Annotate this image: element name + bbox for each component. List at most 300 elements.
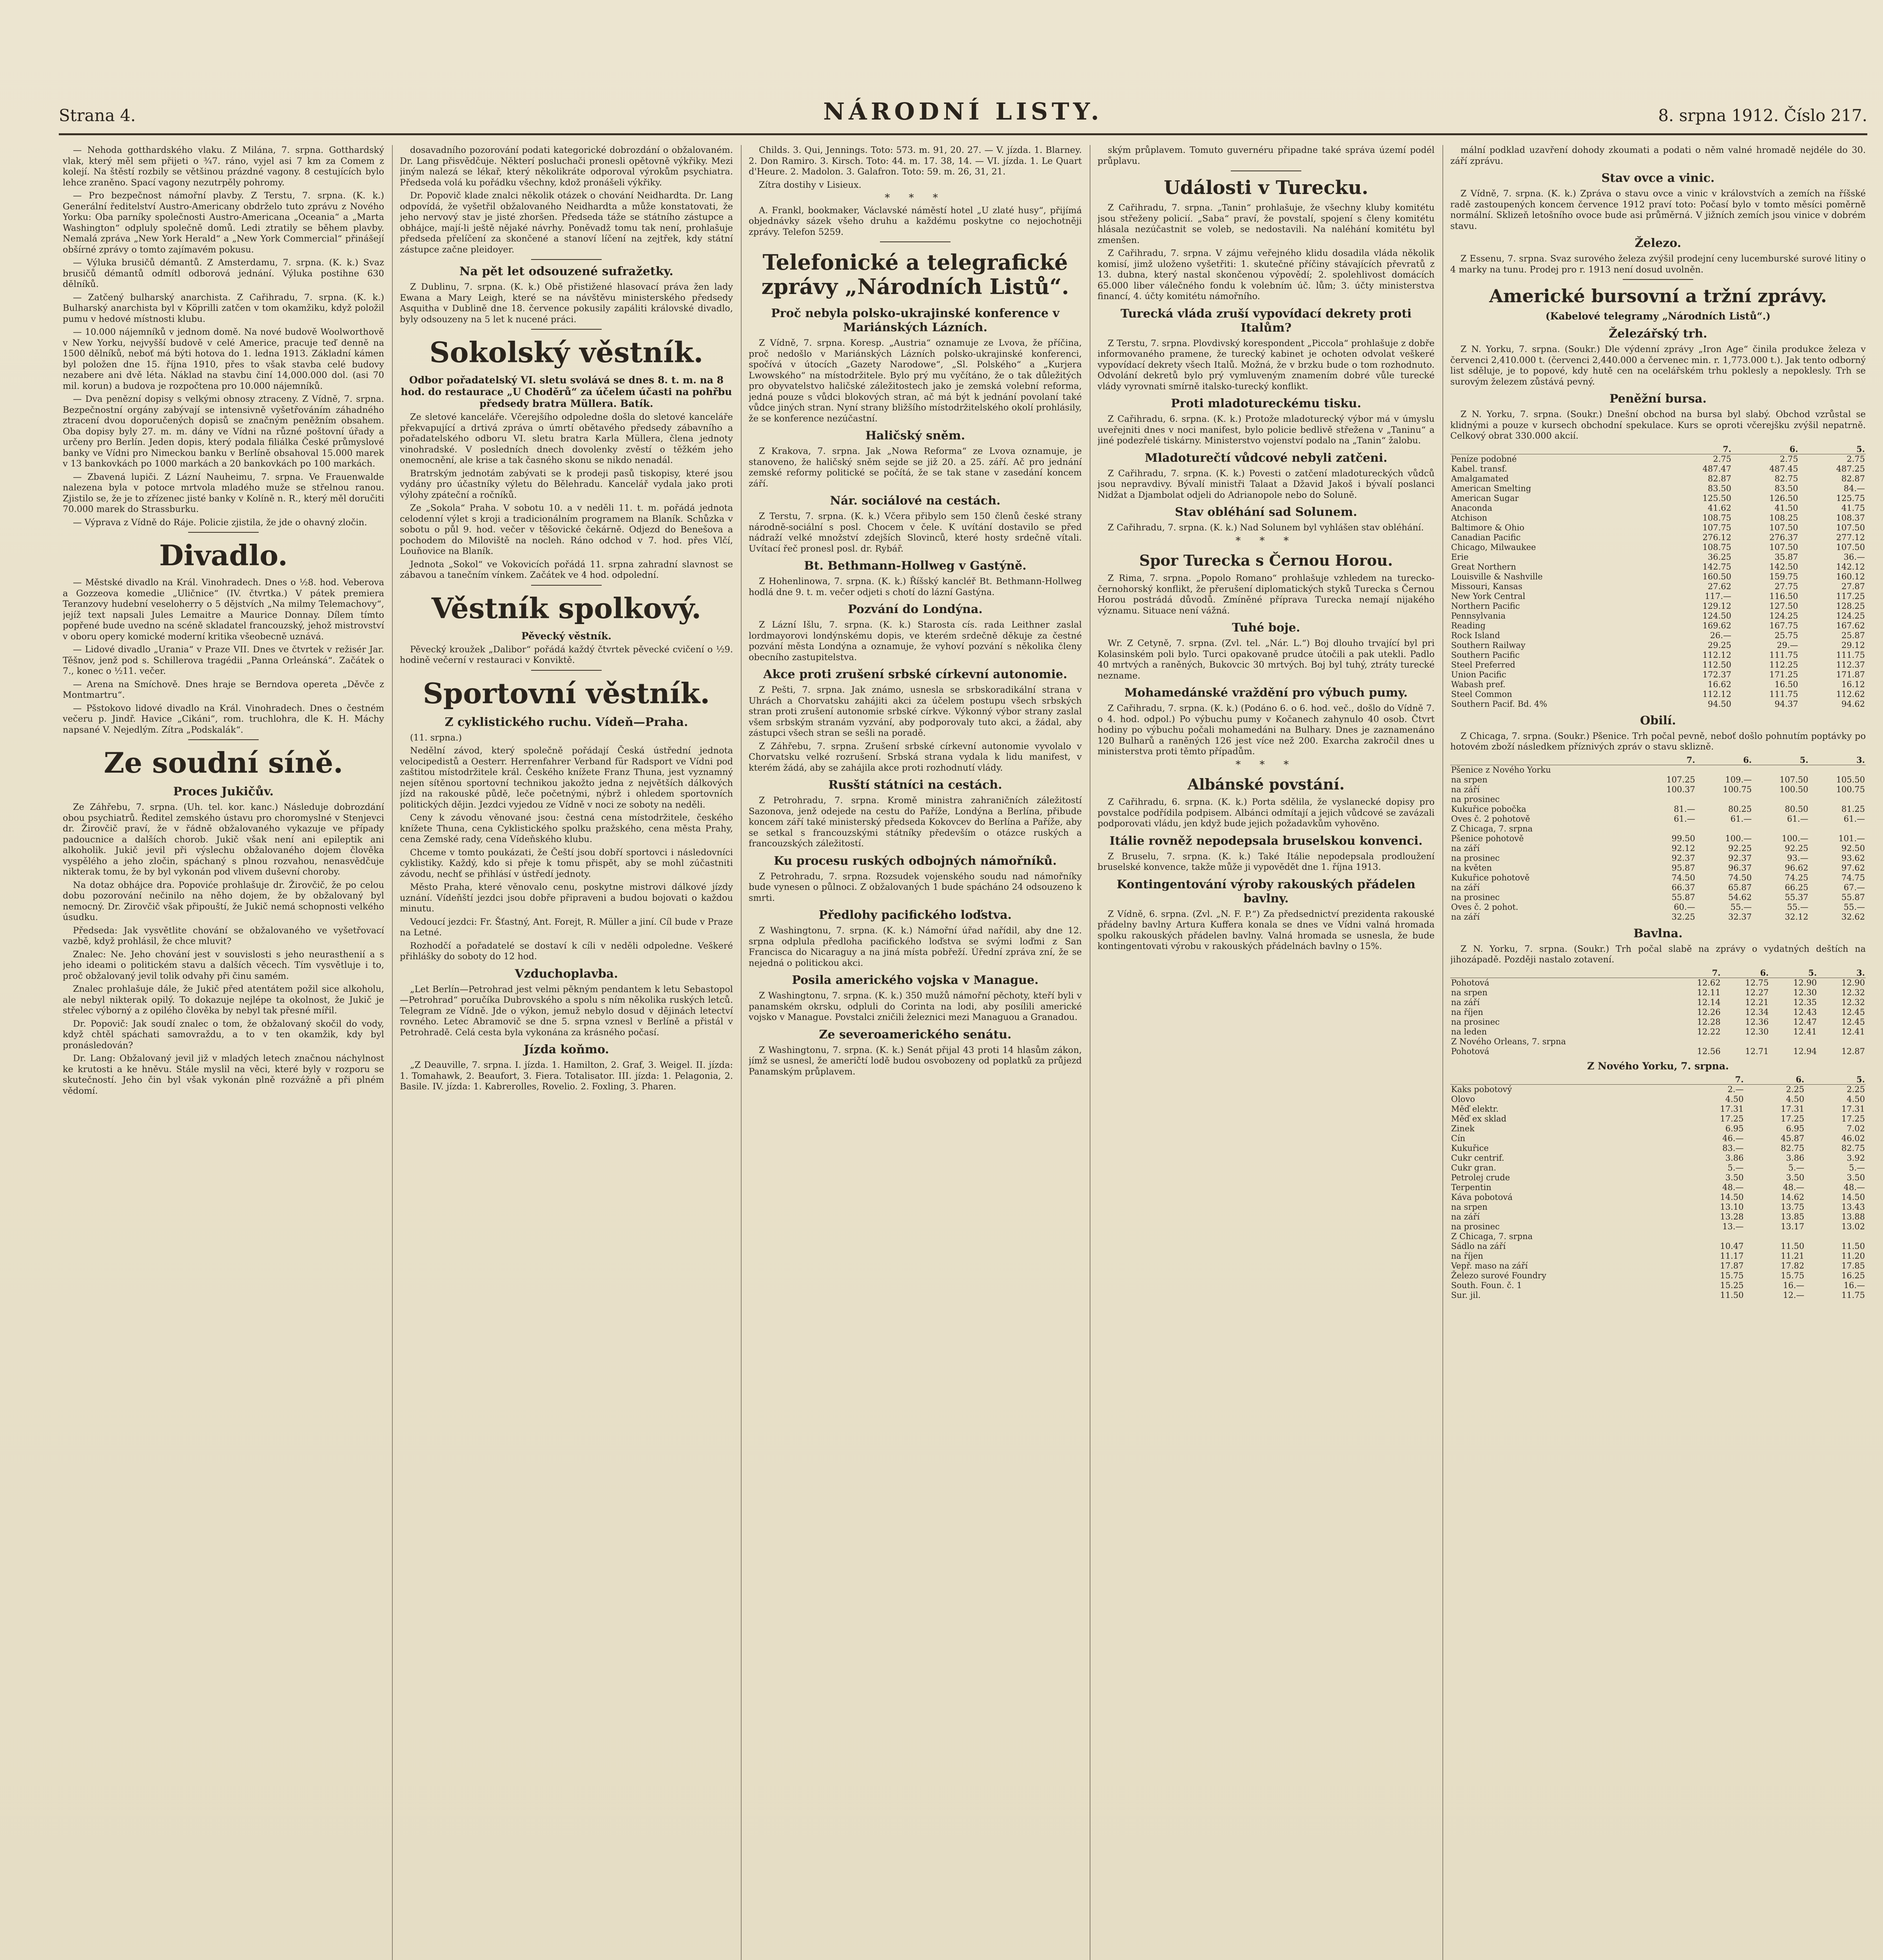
headline: Stav obléhání sad Solunem.	[1175, 505, 1357, 519]
news-paragraph: Z Vídně, 7. srpna. Koresp. „Austria“ oznamuje ze Lvova, že příčina, proč nedošlo v Mariánských Lázních polsko-ukrajinské konferenci, spočívá v útocích „Gazety Narodowe“, „Sl. Polského“ a „Kurjera Lwowského“ na místodržitele. Bylo prý mu vyčítáno, že o tak důležitých pro obyvatelstvo haličské záležitostech jako je zemská volební reforma, jedná pouze s vůdci blokových stran, ač má být k jednání povolaní také vůdce jiných stran. Nyní strany bližšího místodržitelského okolí prohlásily, že se konference nezúčastní.	[749, 338, 1082, 424]
table-cell: 29.—	[1777, 640, 1798, 650]
table-cell: na prosinec	[1451, 794, 1500, 804]
table-cell: 17.25	[1781, 1114, 1805, 1123]
news-paragraph: Z Krakova, 7. srpna. Jak „Nowa Reforma“ ze Lvova oznamuje, je stanoveno, že haličský sněm sejde se již 20. a 25. září. Ač pro jednání zemské reformy politické se počítá, že se tak stane v zasedání koncem září.	[749, 446, 1082, 489]
news-paragraph: Z Dublinu, 7. srpna. (K. k.) Obě přistižené hlasovací práva žen lady Ewana a Mary Leigh, které se na návštěvu ministerského předsedy Asquitha v Dublině dne 18. července pokusily zapáliti královské divadlo, byly odsouzeny na 5 let k nucené práci.	[400, 282, 733, 325]
table-cell: 14.50	[1841, 1192, 1865, 1202]
table-row	[1450, 552, 1866, 562]
table-cell: 96.62	[1785, 863, 1809, 873]
news-paragraph: Z N. Yorku, 7. srpna. (Soukr.) Trh počal slabě na zprávy o vydatných deštích na jihozápadě. Později nastalo zotavení.	[1450, 944, 1866, 965]
table-row	[1450, 824, 1866, 834]
table-cell: 12.30	[1745, 1027, 1769, 1036]
news-paragraph: Z Cařihradu, 7. srpna. „Tanin“ prohlašuje, že všechny kluby komitétu jsou střeženy policií. „Saba“ praví, že povstalí, spojení s členy komitétu hlásala nezúčastnit se voleb, se nedostavili. Na naléhání komitétu byl zmenšen.	[1098, 203, 1435, 245]
theatre-paragraph: — Městské divadlo na Král. Vinohradech. Dnes o ½8. hod. Veberova a Gozzeova komedie „Uličnice“ (IV. čtvrtka.) V pátek premiera Teranzovy hudební veseloherry o 5 dějstvích „Na milmy Telemachovy“, jejíž text napsali Jules Lemaitre a Maurice Donnay. Dílem tímto popřené bude uvedno na scéně skladatel francouzský, jehož mistrovství v oboru opery komické moderní kritika všeobecně uznává.	[63, 577, 384, 642]
news-paragraph: Z Rima, 7. srpna. „Popolo Romano“ prohlašuje vzhledem na turecko-černohorský konflikt, že přerušení diplomatických styků Turecka s Černou Horou postrádá důvodů. Zmíněné příprava Turecka nemají nijakého významu. Situace není vážná.	[1098, 573, 1435, 616]
court-paragraph: Znalec: Ne. Jeho chování jest v souvislosti s jeho neurasthenií a s jeho ideami o politickém stavu a dalších věcech. Tím vysvětluje i to, proč obžalovaný jevil tolik odvahy při činu samém.	[63, 949, 384, 981]
table-cell: 3.50	[1786, 1172, 1805, 1182]
section-divider	[531, 670, 602, 671]
table-row	[1450, 1027, 1866, 1037]
table-cell: na prosinec	[1451, 853, 1500, 863]
table-cell: 13.28	[1720, 1212, 1744, 1221]
stock-table	[1450, 444, 1866, 709]
table-cell: 45.87	[1781, 1133, 1805, 1143]
news-paragraph: mální podklad uzavření dohody zkoumati a podati o něm valné hromadě nejdéle do 30. září zprávu.	[1450, 145, 1866, 166]
table-cell: 92.25	[1785, 843, 1809, 853]
table-cell: 112.12	[1702, 650, 1731, 660]
table-cell: 83.—	[1722, 1143, 1744, 1153]
table-cell: na září	[1451, 912, 1480, 922]
table-cell: 61.—	[1730, 814, 1752, 824]
table-cell: 12.62	[1697, 978, 1721, 987]
table-row	[1450, 523, 1866, 533]
table-cell: 2.75	[1713, 454, 1731, 464]
ornament: * * *	[1235, 535, 1297, 547]
table-cell: 108.75	[1702, 542, 1731, 552]
table-cell	[1684, 1232, 1745, 1241]
table-cell: 12.32	[1841, 997, 1865, 1007]
table-row	[1450, 1222, 1866, 1232]
table-cell: na květen	[1451, 863, 1492, 873]
table-row	[1450, 775, 1866, 785]
table-cell: American Sugar	[1451, 493, 1519, 503]
news-paragraph: Ceny k závodu věnované jsou: čestná cena místodržitele, českého knížete Thuna, cena Cyklistického spolku pražského, cena města Prahy, cena Zemské rady, cena Vídeňského klubu.	[400, 813, 733, 844]
table-cell: 92.50	[1841, 843, 1865, 853]
table-row	[1450, 785, 1866, 795]
table-cell	[1639, 824, 1696, 834]
table-cell: 65.87	[1728, 882, 1752, 892]
table-cell: 3.92	[1847, 1153, 1865, 1163]
news-paragraph: dosavadního pozorování podati kategorické dobrozdání o obžalovaném. Dr. Lang přisvědčuje. Některí posluchači pronesli opětovně výkřiky. Mezi jiným nalezá se lékař, který několikráte odporoval výrokům psychiatra. Předseda volá ku pořádku všechny, kdož pronášeli výkřiky.	[400, 145, 733, 188]
column-rule	[1442, 145, 1443, 1960]
table-cell: 124.25	[1769, 611, 1798, 621]
table-cell: 12.47	[1793, 1017, 1817, 1027]
table-cell: 111.75	[1769, 689, 1798, 699]
table-cell: 4.50	[1847, 1094, 1865, 1104]
table-header-cell: 7.	[1639, 755, 1696, 765]
table-cell: 12.90	[1793, 978, 1817, 987]
table-row	[1450, 641, 1866, 650]
table-cell: Z Chicaga, 7. srpna	[1451, 1231, 1533, 1241]
table-header-cell: 3.	[1809, 755, 1866, 765]
table-row	[1450, 601, 1866, 611]
table-cell: 111.75	[1769, 650, 1798, 660]
table-cell: 80.25	[1728, 804, 1752, 814]
table-cell: na říjen	[1451, 1007, 1483, 1017]
table-row	[1450, 1124, 1866, 1134]
news-paragraph: Vedoucí jezdci: Fr. Šťastný, Ant. Forejt, R. Müller a jiní. Cíl bude v Praze na Letné.	[400, 916, 733, 938]
table-cell: 12.26	[1697, 1007, 1721, 1017]
table-cell: 80.50	[1785, 804, 1809, 814]
table-cell: 93.62	[1841, 853, 1865, 863]
commodity-table	[1450, 1074, 1866, 1300]
table-header-cell	[1450, 968, 1673, 978]
table-row	[1450, 1251, 1866, 1261]
section-subtitle: Z cyklistického ruchu. Vídeň—Praha.	[444, 715, 688, 729]
table-cell: 55.87	[1671, 892, 1695, 902]
table-cell: na srpen	[1451, 987, 1488, 997]
headline: Obilí.	[1640, 713, 1676, 728]
table-cell: 36.—	[1843, 552, 1865, 562]
table-cell: Pšenice pohotově	[1451, 833, 1524, 843]
table-cell: 14.62	[1781, 1192, 1805, 1202]
table-cell	[1809, 765, 1866, 775]
court-paragraph: Ze Záhřebu, 7. srpna. (Uh. tel. kor. kanc.) Následuje dobrozdání obou psychiatrů. Ředitel zemského ústavu pro choromyslné v Stenjevci dr. Žirovčič praví, že v řádně obžalovaného vykazuje ve případy padoucnice a dalších chorob. Jukič však není ani epileptik ani alkoholik. Jukič jevil při výslechu obžalovaného dojem člověka vyspělého a jeho zločin, spáchaný s plnou rozvahou, nenasvědčuje nikterak tomu, že by byl vykonán pod vlivem duševní choroby.	[63, 802, 384, 877]
table-cell: 171.87	[1836, 670, 1865, 679]
news-paragraph: Z N. Yorku, 7. srpna. (Soukr.) Dnešní obchod na bursa byl slabý. Obchod vzrůstal se klidnými a pouze v kursech obchodní spekulace. Kurs se oproti včerejšku zvýšil nepatrně. Celkový obrat 330.000 akcií.	[1450, 409, 1866, 441]
table-row	[1450, 513, 1866, 523]
table-cell: Oves č. 2 pohotově	[1451, 814, 1530, 824]
table-row	[1450, 863, 1866, 873]
table-cell: 66.25	[1785, 882, 1809, 892]
table-cell: 12.56	[1697, 1046, 1721, 1056]
table-cell	[1752, 824, 1809, 834]
table-cell	[1805, 1232, 1866, 1241]
table-cell: 17.87	[1720, 1261, 1744, 1270]
table-cell: 167.75	[1769, 621, 1798, 630]
masthead-title: NÁRODNÍ LISTY.	[823, 98, 1103, 125]
table-cell: Steel Common	[1451, 689, 1512, 699]
table-cell: 12.11	[1697, 987, 1721, 997]
table-cell: na srpen	[1451, 1202, 1488, 1212]
table-cell: 17.85	[1841, 1261, 1865, 1270]
table-cell: 17.25	[1841, 1114, 1865, 1123]
theatre-paragraph: — Arena na Smíchově. Dnes hraje se Berndova opereta „Děvče z Montmartru“.	[63, 679, 384, 700]
table-cell: 11.20	[1841, 1251, 1865, 1261]
table-cell: 29.25	[1707, 640, 1731, 650]
table-cell	[1752, 765, 1809, 775]
table-row	[1450, 1241, 1866, 1251]
news-paragraph: Z Washingtonu, 7. srpna. (K. k.) 350 mužů námořní pěchoty, kteří byli v panamském okrsku, odpluli do Corinta na lodi, aby posílili americké vojsko v Manague. Povstalci zničili železnici mezi Managuou a Granadou.	[749, 991, 1082, 1022]
news-paragraph: Z Washingtonu, 7. srpna. (K. k.) Námořní úřad nařídil, aby dne 12. srpna odplula předloha pacifického loďstva se svými loďmi z San Francisca do Nicaraguy a na jiná místa pobřeží. Úřední zpráva zní, že se nejedná o politickou akci.	[749, 926, 1082, 968]
table-cell: Reading	[1451, 621, 1486, 630]
table-row	[1450, 795, 1866, 804]
table-row	[1450, 1047, 1866, 1056]
court-paragraph: Na dotaz obhájce dra. Popoviće prohlašuje dr. Žirovčič, že po celou dobu pozorování nečinilo na něho dojem, že by obžalovaný byl nemocný. Dr. Zirovčič však připouští, že Jukič nemá schopnosti velkého úsudku.	[63, 880, 384, 922]
news-paragraph: — 10.000 nájemníků v jednom domě. Na nové budově Woolworthově v New Yorku, nejvyšší budově v celé Americe, pracuje teď denně na 1500 dělníků, neboť má býti hotova do 1. ledna 1913. Základní kámen byl položen dne 15. října 1910, přes to však stavba celé budovy nezabere ani dvě léta. Náklad na stavbu činí 14,000.000 dol. (asi 70 mil. korun) a budova je rozpočtena pro 10.000 nájemníků.	[63, 327, 384, 391]
table-cell: 12.21	[1745, 997, 1769, 1007]
table-cell: 107.25	[1666, 775, 1695, 784]
table-header-cell	[1450, 444, 1665, 454]
table-row	[1450, 1143, 1866, 1153]
table-header-row	[1450, 444, 1866, 454]
table-cell: 16.—	[1843, 1280, 1865, 1290]
news-paragraph: Z Chicaga, 7. srpna. (Soukr.) Pšenice. Trh počal pevně, neboť došlo pohnutím poptávky po hotovém zboží následkem příznivých zpráv o stavu sklizně.	[1450, 731, 1866, 752]
table-cell: na říjen	[1451, 1251, 1483, 1261]
news-paragraph: Z Petrohradu, 7. srpna. Kromě ministra zahraničních záležitostí Sazonova, jenž odejede na cestu do Paříže, Londýna a Berlína, přibude koncem září také ministerský předseda Kokovcev do Berlína a Paříže, aby se setkal s francouzskými státníky především o otázce ruských a francouzských záležitostí.	[749, 795, 1082, 849]
table-cell: na srpen	[1451, 775, 1488, 784]
table-cell: 125.50	[1702, 493, 1731, 503]
table-row	[1450, 670, 1866, 680]
table-cell: 67.—	[1843, 882, 1865, 892]
column-1	[63, 145, 384, 1960]
table-cell: Sádlo na září	[1451, 1241, 1506, 1251]
table-cell: Pohotová	[1451, 1046, 1489, 1056]
table-row	[1450, 699, 1866, 709]
table-row	[1450, 572, 1866, 582]
table-cell: Wabash pref.	[1451, 679, 1506, 689]
table-cell	[1769, 1037, 1818, 1047]
table-cell: 100.75	[1723, 784, 1752, 794]
headline: Proti mladotureckému tisku.	[1171, 397, 1361, 410]
table-row	[1450, 853, 1866, 863]
table-cell: 112.62	[1836, 689, 1865, 699]
table-row	[1450, 533, 1866, 543]
news-paragraph: Z Lázní Išlu, 7. srpna. (K. k.) Starosta cís. rada Leithner zaslal lordmayorovi londýnskému dopis, ve kterém srdečně děkuje za čestné pozvání města Londýna a oznamuje, že vyhoví pozvání s několika členy obecního zastupitelstva.	[749, 620, 1082, 662]
section-subtitle: Proces Jukičův.	[173, 785, 274, 799]
table-cell: 25.87	[1841, 630, 1865, 640]
table-cell: 48.—	[1783, 1182, 1805, 1192]
section-subtitle: (Kabelové telegramy „Národních Listů“.)	[1545, 310, 1771, 322]
table-cell: 26.—	[1710, 630, 1731, 640]
table-cell	[1696, 824, 1752, 834]
news-paragraph: Z Cařihradu, 7. srpna. (K. k.) Povesti o zatčení mladotureckých vůdců jsou nepravdivy. Bývalí ministři Talaat a Džavid Jakoš i bývalí poslanci Nidžat a Djambolat odjeli do Adrianopole nebo do Soluně.	[1098, 468, 1435, 500]
table-cell: 107.50	[1780, 775, 1809, 784]
headline: Nár. sociálové na cestách.	[830, 494, 1001, 508]
headline: Z Nového Yorku, 7. srpna.	[1587, 1060, 1729, 1072]
table-cell: 107.50	[1769, 542, 1798, 552]
table-cell: 2.75	[1780, 454, 1798, 464]
table-header-row	[1450, 755, 1866, 765]
news-paragraph: — Zatčený bulharský anarchista. Z Cařihradu, 7. srpna. (K. k.) Bulharský anarchista byl v Köprilli zatčen v tom okamžiku, když položil pumu v hedové místnosti klubu.	[63, 292, 384, 324]
court-paragraph: Znalec prohlašuje dále, že Jukič před atentátem požil sice alkoholu, ale nebyl nikterak opilý. To dokazuje nejlépe ta okolnost, že Jukič je střelec výborný a z opilého člověka by nebyl tak přesné mířil.	[63, 984, 384, 1016]
table-cell: Louisville & Nashville	[1451, 572, 1543, 581]
table-cell: 15.75	[1781, 1270, 1805, 1280]
table-cell: 4.50	[1786, 1094, 1805, 1104]
table-cell: Kukuřice	[1451, 1143, 1489, 1153]
table-cell: 92.37	[1671, 853, 1695, 863]
headline: Peněžní bursa.	[1609, 392, 1707, 406]
table-cell: Cín	[1451, 1133, 1466, 1143]
table-header-cell: 5.	[1769, 968, 1818, 978]
table-cell: 108.75	[1702, 513, 1731, 523]
news-paragraph: Z Essenu, 7. srpna. Svaz surového železa zvýšil prodejní ceny lucemburské surové litiny o 4 marky na tunu. Prodej pro r. 1913 není dosud uvolněn.	[1450, 254, 1866, 275]
table-cell: Peníze podobné	[1451, 454, 1517, 464]
section-subtitle: Odbor pořadatelský VI. sletu svolává se dnes 8. t. m. na 8 hod. do restaurace „U Choděrů“ za účelem účasti na pohřbu předsedy bratra Müllera. Batík.	[401, 374, 732, 409]
table-cell: 142.12	[1836, 562, 1865, 572]
table-row	[1450, 464, 1866, 474]
section-divider	[531, 259, 602, 260]
table-cell: 74.25	[1785, 873, 1809, 882]
news-paragraph: „Let Berlín—Petrohrad jest velmi pěkným pendantem k letu Sebastopol—Petrohrad“ poručíka Dubrovského a spolu s ním několika ruských letců. Telegram ze Vídně. Jde o výkon, jemuž nebylo dosud v dějinách letectví rovného. Letec Abramovič se dne 5. srpna vznesl v Berlíně a přistál v Petrohradě. Celá cesta byla vykonána za krásného počasí.	[400, 984, 733, 1038]
table-cell: 5.—	[1727, 1163, 1744, 1172]
table-cell: 16.25	[1841, 1270, 1865, 1280]
table-cell: 82.87	[1707, 474, 1731, 483]
news-paragraph: Z Pešti, 7. srpna. Jak známo, usnesla se srbskoradikální strana v Uhrách a Chorvatsku zahájiti akci za účelem postupu všech srbských stran proti zrušení autonomie srbské církve. Výkonný výbor strany zaslal všem srbským stranám vyzvání, aby podporovaly tuto akci, a žádal, aby zástupci všech stran se sešli na poradě.	[749, 685, 1082, 738]
table-cell: 129.12	[1702, 601, 1731, 611]
table-cell: Baltimore & Ohio	[1451, 523, 1524, 532]
table-cell: 32.37	[1728, 912, 1752, 922]
table-header-cell: 3.	[1818, 968, 1866, 978]
news-paragraph: — Zbavená lupiči. Z Lázní Nauheimu, 7. srpna. Ve Frauenwalde nalezena byla v potoce mrtvola mladého muže se střelnou ranou. Zjistilo se, že je to zřízenec jisté banky v Kolíně n. R., který měl doručiti 70.000 marek do Strassburku.	[63, 472, 384, 514]
table-header-cell	[1450, 1074, 1684, 1085]
table-cell	[1752, 795, 1809, 804]
news-paragraph: Z Cařihradu, 7. srpna. (K. k.) Nad Solunem byl vyhlášen stav obléhání.	[1108, 523, 1424, 533]
table-cell: Erie	[1451, 552, 1469, 562]
table-cell: 13.—	[1722, 1221, 1744, 1231]
table-cell: 94.62	[1841, 699, 1865, 709]
table-row	[1450, 1261, 1866, 1271]
table-cell: 159.75	[1769, 572, 1798, 581]
table-cell: 12.30	[1793, 987, 1817, 997]
table-cell: 66.37	[1671, 882, 1695, 892]
headline: Ku procesu ruských odbojných námořníků.	[774, 854, 1057, 868]
table-cell: na září	[1451, 784, 1480, 794]
table-cell: 25.75	[1774, 630, 1798, 640]
table-cell: 41.62	[1707, 503, 1731, 513]
table-cell: 96.37	[1728, 863, 1752, 873]
table-cell: 12.28	[1697, 1017, 1721, 1027]
table-cell: 82.75	[1841, 1143, 1865, 1153]
table-cell: 82.75	[1774, 474, 1798, 483]
table-row	[1450, 1134, 1866, 1143]
table-row	[1450, 592, 1866, 601]
table-cell: 2.25	[1847, 1084, 1865, 1094]
table-header-cell	[1450, 755, 1639, 765]
table-cell: Kukuřice pobočka	[1451, 804, 1526, 814]
headline: Mladoturečtí vůdcové nebyli zatčeni.	[1145, 451, 1388, 465]
table-header-cell: 6.	[1722, 968, 1770, 978]
table-cell: 100.75	[1836, 784, 1865, 794]
column-2	[400, 145, 733, 1960]
table-cell: 12.71	[1745, 1046, 1769, 1056]
table-cell: Pennsylvania	[1451, 611, 1506, 621]
news-paragraph: Ze sletové kanceláře. Včerejšího odpoledne došla do sletové kanceláře překvapující a drtivá zpráva o úmrtí obětavého předsedy zábavního a pořadatelského odboru VI. sletu bratra Karla Müllera, člena jednoty vinohradské. V posledních dnech dovolenky zvěstí o těžkém jeho onemocnění, ale krise a tak časného skonu se nikdo nenadál.	[400, 412, 733, 465]
table-cell: 17.31	[1841, 1104, 1865, 1114]
table-cell: 16.12	[1841, 679, 1865, 689]
table-cell: Southern Pacif. Bd. 4%	[1451, 699, 1547, 709]
table-cell: 15.25	[1720, 1280, 1744, 1290]
table-cell: Steel Preferred	[1451, 660, 1515, 670]
section-title-soud: Ze soudní síně.	[103, 746, 343, 779]
table-cell: 172.37	[1702, 670, 1731, 679]
table-cell: 12.45	[1841, 1017, 1865, 1027]
theatre-paragraph: — Pšstokovo lidové divadlo na Král. Vinohradech. Dnes o čestném večeru p. Jindř. Havice „Cikáni“, rom. truchlohra, dle K. H. Máchy napsané V. Nejedlým. Zítra „Podskalák“.	[63, 703, 384, 735]
table-cell: 55.—	[1843, 902, 1865, 912]
table-cell: 101.—	[1838, 833, 1865, 843]
news-paragraph: Z Cařihradu, 6. srpna. (K. k.) Protože mladoturecký výbor má v úmyslu uveřejniti dnes v noci manifest, bylo policie bedlivě střežena v „Taninu“ a jiné podezřelé tiskárny. Ministerstvo vojenství podalo na „Tanin“ žalobu.	[1098, 414, 1435, 446]
table-cell: 112.12	[1702, 689, 1731, 699]
table-row	[1450, 1192, 1866, 1202]
table-cell: Kaks pobotový	[1451, 1084, 1512, 1094]
table-cell: 27.75	[1774, 581, 1798, 591]
table-cell: 60.—	[1674, 902, 1695, 912]
section-divider	[188, 532, 259, 533]
table-cell: 112.37	[1836, 660, 1865, 670]
table-cell: 32.25	[1671, 912, 1695, 922]
table-cell: 95.87	[1671, 863, 1695, 873]
table-row	[1450, 1232, 1866, 1241]
table-cell: na prosinec	[1451, 892, 1500, 902]
table-cell: 29.12	[1841, 640, 1865, 650]
table-cell: 12.14	[1697, 997, 1721, 1007]
headline: Bavlna.	[1633, 926, 1683, 940]
section-divider	[880, 241, 951, 242]
table-cell: 13.43	[1841, 1202, 1865, 1212]
table-cell: Rock Island	[1451, 630, 1500, 640]
table-cell: 81.25	[1841, 804, 1865, 814]
table-row	[1450, 1271, 1866, 1281]
table-cell: 83.50	[1774, 483, 1798, 493]
table-cell: 32.12	[1785, 912, 1809, 922]
table-cell: 108.37	[1836, 513, 1865, 523]
table-cell: 27.62	[1707, 581, 1731, 591]
table-cell: Union Pacific	[1451, 670, 1506, 679]
table-cell: 7.02	[1847, 1123, 1865, 1133]
headline: Akce proti zrušení srbské církevní autonomie.	[763, 668, 1067, 681]
court-paragraph: Předseda: Jak vysvětlite chování se obžalovaného ve vyšetřovací vazbě, když prohlásil, že chce mluvit?	[63, 925, 384, 946]
table-row	[1450, 1104, 1866, 1114]
table-cell: 127.50	[1769, 601, 1798, 611]
ornament: * * *	[1235, 759, 1297, 771]
table-cell: 276.37	[1769, 532, 1798, 542]
table-cell: 107.50	[1769, 523, 1798, 532]
table-cell: 112.50	[1702, 660, 1731, 670]
table-row	[1450, 765, 1866, 775]
table-cell: American Smelting	[1451, 483, 1531, 493]
table-cell: 16.50	[1774, 679, 1798, 689]
table-cell: 92.37	[1728, 853, 1752, 863]
table-cell: 116.50	[1769, 591, 1798, 601]
table-cell: 171.25	[1769, 670, 1798, 679]
news-paragraph: — Nehoda gotthardského vlaku. Z Milána, 7. srpna. Gotthardský vlak, který měl sem přijeti o ¾7. ráno, vyjel asi 7 km za Comem z kolejí. Na štěstí rozbily se většinou prázdné vagony. 8 cestujících bylo lehce zraněno. Spací vagony nezutrpěly pohromy.	[63, 145, 384, 188]
table-row	[1450, 631, 1866, 641]
table-row	[1450, 1037, 1866, 1047]
table-cell: Káva pobotová	[1451, 1192, 1513, 1202]
table-cell: 17.31	[1720, 1104, 1744, 1114]
table-header-cell: 6.	[1732, 444, 1799, 454]
news-paragraph: Nedělní závod, který společně pořádají Česká ústřední jednota velocipedistů a Oesterr. Herrenfahrer Verband für Radsport ve Vídni pod zaštitou místodržitele král. Českého knížete Franz Thuna, jest vyznamný nejen sítěnou sportovní technikou jakožto jedna z největších dálkových jízd na rakouské půdě, leče početnými, nýbrž i ohledem sportovních politických dějin. Jezdci vyjedou ze Vídně v noci ze soboty na neděli.	[400, 746, 733, 810]
headline: Haličský sněm.	[865, 429, 965, 443]
table-header-cell: 7.	[1673, 968, 1722, 978]
section-title-divadlo: Divadlo.	[159, 539, 288, 572]
table-cell	[1696, 795, 1752, 804]
table-cell: 2.75	[1847, 454, 1865, 464]
headline: Vzduchoplavba.	[515, 967, 618, 981]
table-cell: na prosinec	[1451, 1017, 1500, 1027]
table-row	[1450, 834, 1866, 844]
headline: Kontingentování výroby rakouských přádelen bavlny.	[1116, 877, 1416, 906]
ornament: * * *	[885, 192, 946, 204]
table-cell: Canadian Pacific	[1451, 532, 1521, 542]
table-cell: 11.75	[1841, 1290, 1865, 1300]
table-cell: 100.37	[1666, 784, 1695, 794]
table-cell: 12.90	[1841, 978, 1865, 987]
table-row	[1450, 988, 1866, 998]
table-cell: Cukr gran.	[1451, 1163, 1497, 1172]
table-cell: 82.75	[1781, 1143, 1805, 1153]
table-cell: 487.47	[1702, 464, 1731, 474]
table-cell: 74.50	[1728, 873, 1752, 882]
advert-paragraph: A. Frankl, bookmaker, Václavské náměstí hotel „U zlaté husy“, přijímá objednávky sázek všeho druhu a každému poskytne co nejochotněji zprávy. Telefon 5259.	[749, 205, 1082, 237]
table-cell: Z Nového Orleans, 7. srpna	[1451, 1036, 1566, 1046]
table-cell: 160.12	[1836, 572, 1865, 581]
table-cell: Kukuřice pohotově	[1451, 873, 1530, 882]
table-row	[1450, 902, 1866, 912]
table-cell: 13.02	[1841, 1221, 1865, 1231]
table-cell	[1696, 765, 1752, 775]
headline: Železářský trh.	[1609, 327, 1707, 341]
table-cell: 27.87	[1841, 581, 1865, 591]
news-paragraph: Pěvecký kroužek „Dalibor“ pořádá každý čtvrtek pěvecké cvičení o ½9. hodině večerní v restauraci v Konviktě.	[400, 644, 733, 665]
column-4	[1098, 145, 1435, 1960]
headline: Předlohy pacifického loďstva.	[818, 908, 1012, 922]
table-cell: 11.21	[1781, 1251, 1805, 1261]
headline: Proč nebyla polsko-ukrajinské konference v Mariánských Lázních.	[771, 307, 1059, 334]
table-row	[1450, 621, 1866, 631]
table-cell: Great Northern	[1451, 562, 1516, 572]
table-cell: South. Foun. č. 1	[1451, 1280, 1522, 1290]
table-cell: 93.—	[1787, 853, 1809, 863]
